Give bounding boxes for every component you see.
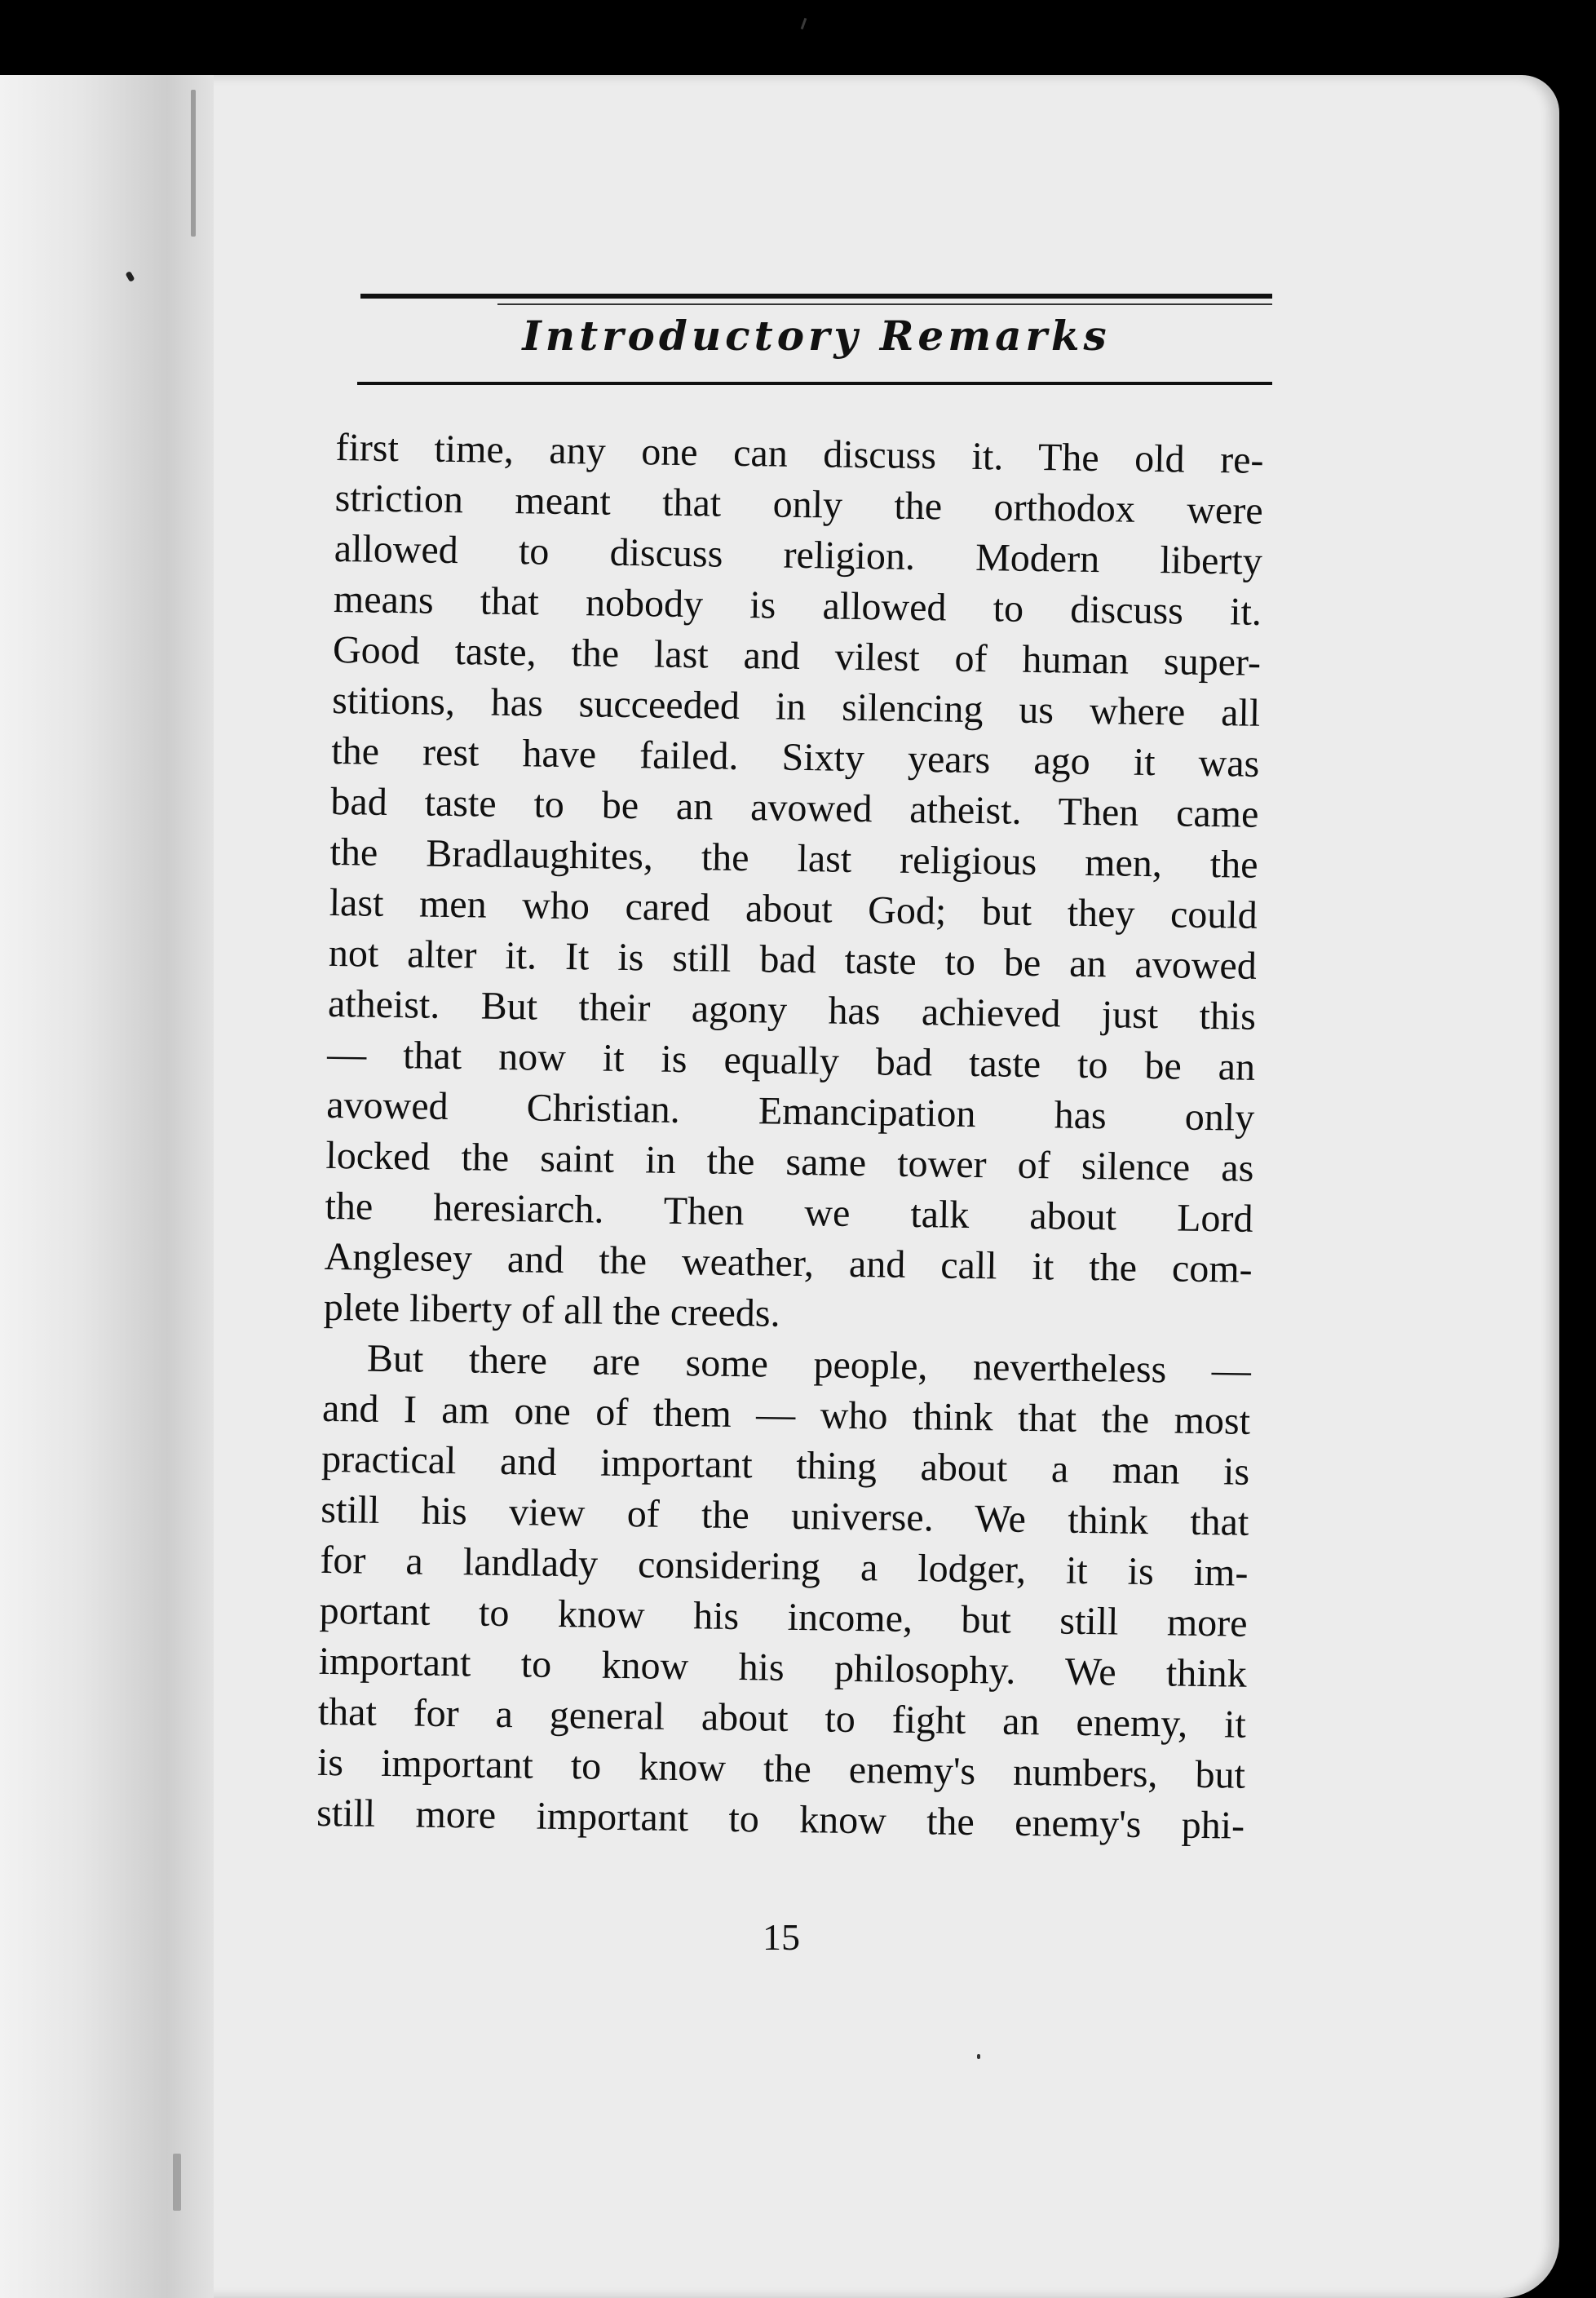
text-line: for a landlady considering a lodger, it is im-	[320, 1538, 1249, 1595]
text-line: means that nobody is allowed to discuss it.	[333, 577, 1262, 634]
text-line: striction meant that only the orthodox were	[334, 476, 1263, 533]
text-line: that for a general about to fight an enemy, it	[317, 1689, 1247, 1747]
text-line: Anglesey and the weather, and call it the com-	[324, 1234, 1253, 1291]
text-line: allowed to discuss religion. Modern liberty	[334, 526, 1263, 583]
text-line: — that now it is equally bad taste to be an	[326, 1032, 1256, 1089]
text-line: not alter it. It is still bad taste to be an avowed	[328, 931, 1258, 988]
header-rule-top-thin	[497, 303, 1272, 305]
text-line: atheist. But their agony has achieved just this	[327, 981, 1257, 1038]
text-line: avowed Christian. Emancipation has only	[325, 1083, 1255, 1140]
text-line: still more important to know the enemy's phi-	[316, 1791, 1245, 1848]
text-line: locked the saint in the same tower of silence as	[325, 1133, 1254, 1190]
text-line: is important to know the enemy's numbers, but	[316, 1740, 1246, 1797]
spine-shadow-mark	[191, 90, 196, 237]
dust-speck	[977, 2054, 980, 2059]
text-line: important to know his philosophy. We think	[318, 1639, 1248, 1696]
text-line: plete liberty of all the creeds.	[323, 1285, 780, 1335]
text-line: But there are some people, nevertheless —	[366, 1336, 1252, 1393]
text-line: last men who cared about God; but they could	[329, 880, 1258, 937]
text-line: the heresiarch. Then we talk about Lord	[325, 1184, 1253, 1241]
text-line: first time, any one can discuss it. The old re-	[335, 425, 1264, 482]
text-line: and I am one of them — who think that the most	[321, 1386, 1251, 1443]
text-line: bad taste to be an avowed atheist. Then came	[330, 779, 1259, 836]
text-line: stitions, has succeeded in silencing us where all	[331, 678, 1261, 735]
text-line: practical and important thing about a man is	[321, 1437, 1250, 1494]
spine-shadow-mark	[173, 2154, 181, 2211]
text-line: portant to know his income, but still more	[319, 1588, 1248, 1645]
body-text	[316, 423, 1264, 1852]
text-line: the Bradlaughites, the last religious men, the	[329, 830, 1258, 887]
page-number: 15	[763, 1916, 800, 1958]
text-line: the rest have failed. Sixty years ago it was	[331, 728, 1260, 786]
header-rule-bottom	[357, 382, 1272, 385]
text-line: still his view of the universe. We think that	[321, 1487, 1249, 1544]
page-gutter	[0, 75, 214, 2298]
text-line: Good taste, the last and vilest of human super-	[332, 627, 1262, 684]
dust-speck	[801, 18, 807, 29]
header-rule-top	[360, 294, 1272, 299]
running-head-title: Introductory Remarks	[522, 312, 1111, 360]
